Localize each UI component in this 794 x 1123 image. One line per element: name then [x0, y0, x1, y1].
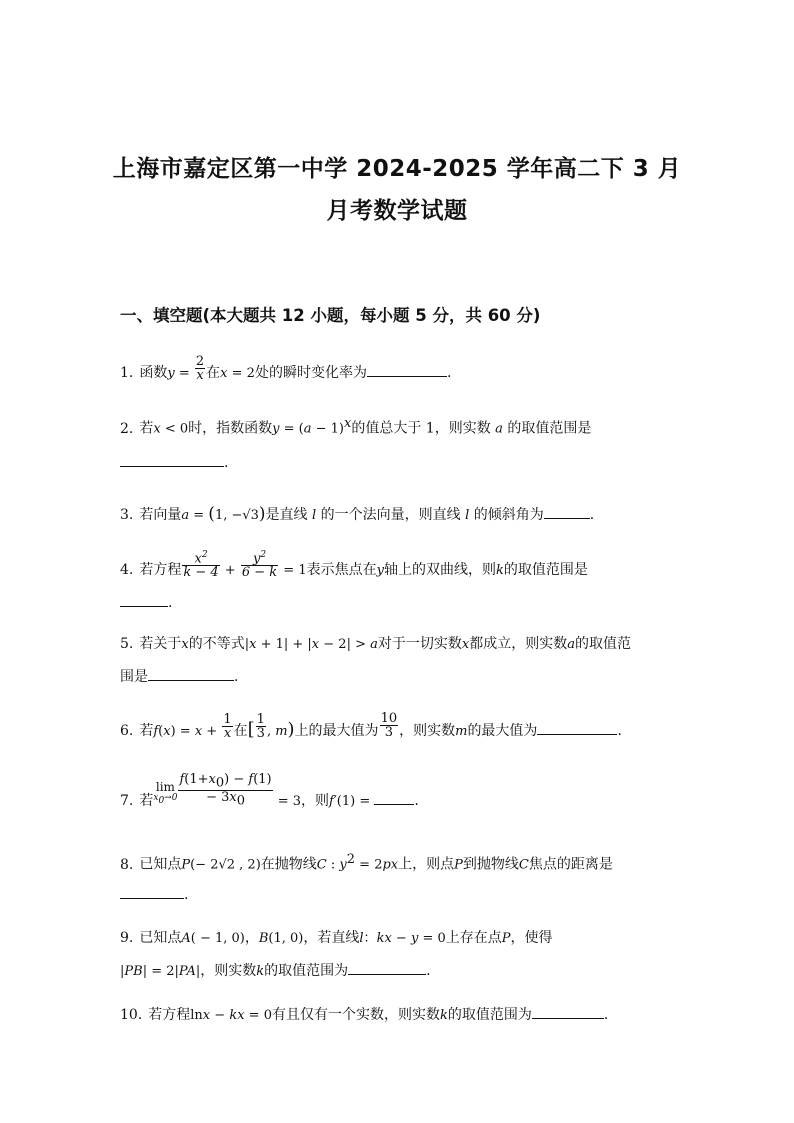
answer-blank[interactable]	[120, 884, 184, 899]
answer-blank[interactable]	[544, 504, 590, 519]
answer-blank[interactable]	[532, 1004, 604, 1019]
question-number: 4.	[120, 562, 134, 578]
answer-blank[interactable]	[120, 452, 224, 467]
answer-blank[interactable]	[367, 362, 447, 377]
answer-blank[interactable]	[148, 666, 234, 681]
question-number: 8.	[120, 856, 134, 873]
answer-blank[interactable]	[348, 960, 426, 975]
question-2-continued: .	[120, 452, 228, 473]
question-9-continued: |PB| = 2|PA|，则实数k的取值范围为 .	[120, 960, 431, 982]
question-number: 5.	[120, 636, 134, 652]
question-9: 9. 已知点A( − 1, 0)，B(1, 0)，若直线l：kx − y = 0上存在点P，使得	[120, 930, 553, 946]
question-number: 2.	[120, 420, 134, 437]
document-title-line1: 上海市嘉定区第一中学 2024-2025 学年高二下 3 月	[112, 156, 682, 182]
answer-blank[interactable]	[374, 790, 414, 805]
answer-blank[interactable]	[120, 592, 168, 607]
question-number: 1.	[120, 365, 134, 381]
question-number: 6.	[120, 723, 134, 739]
question-5-continued: 围是 .	[120, 666, 238, 687]
question-number: 10.	[120, 1007, 143, 1023]
section-heading: 一、填空题(本大题共 12 小题，每小题 5 分，共 60 分)	[120, 306, 541, 325]
question-10: 10. 若方程lnx − kx = 0有且仅有一个实数，则实数k的取值范围为 .	[120, 1004, 608, 1026]
question-number: 3.	[120, 507, 134, 523]
question-8-continued: .	[120, 884, 188, 905]
question-2: 2. 若x < 0时，指数函数$y = (a - 1)^x$的值总大于 1，则实数 a 的取值范围是	[120, 416, 592, 437]
question-number: 9.	[120, 930, 134, 946]
question-7: 7. 若 lim $x_0\to 0$ $\frac{f(1+x_0) - f(1)}{- 3x_0}$ = 3，则f′(1) = .	[120, 771, 419, 809]
answer-blank[interactable]	[537, 720, 617, 735]
question-4: 4. 若方程 $\frac{x^2}{k - 4}$ + $\frac{y^2}{6 - k}$ = 1表示焦点在y轴上的双曲线，则k的取值范围是	[120, 549, 588, 581]
question-number: 7.	[120, 793, 134, 809]
question-5: 5. 若关于x的不等式|x + 1| + |x − 2| > a对于一切实数x都成立，则实数a的取值范	[120, 636, 631, 652]
document-title-line2: 月考数学试题	[326, 198, 468, 224]
question-4-continued: .	[120, 592, 172, 613]
question-6: 6. 若f(x) = x + $\frac{1}{x}$ 在[ $\frac{1}{3}$ , m)上的最大值为 $\frac{10}{3}$ ，则实数m的最大值为 .	[120, 710, 622, 741]
question-8: 8. 已知点P(− 2√2 , 2)在抛物线C : $y^2 = 2px$上，则点P到抛物线C焦点的距离是	[120, 852, 613, 873]
question-1: 1. 函数y = $\frac{2}{x}$ 在x = 2处的瞬时变化率为 .	[120, 353, 452, 383]
question-3: 3. 若向量a = (1, −√3)是直线 l 的一个法向量，则直线 l 的倾斜角为 .	[120, 504, 595, 524]
